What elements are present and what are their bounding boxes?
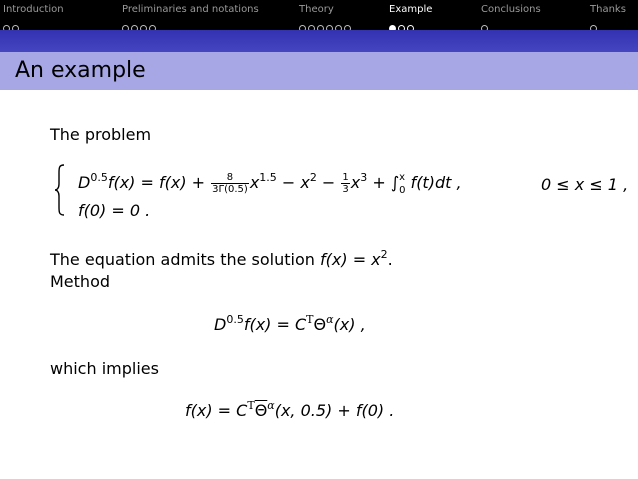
exponent: 3	[360, 171, 368, 184]
method-lhs: f(x) = C	[243, 315, 307, 334]
minus-sign: −	[316, 173, 341, 192]
equation-main	[78, 172, 462, 195]
integral-upper-limit: x	[399, 172, 406, 183]
term-x: x	[249, 173, 260, 192]
term-minus-x: − x	[276, 173, 310, 192]
implied-lhs: f(x) = C	[185, 401, 248, 420]
theta-symbol: Θ	[313, 315, 327, 334]
transpose-symbol: T	[247, 399, 255, 412]
equation-domain: 0 ≤ x ≤ 1 ,	[541, 175, 629, 194]
derivative-symbol: D	[78, 173, 91, 192]
nav-label[interactable]: Preliminaries and notations	[122, 4, 259, 15]
nav-progress-dots[interactable]	[481, 17, 490, 25]
solution-period: .	[387, 250, 393, 269]
integral-lower-limit: 0	[399, 185, 406, 196]
derivative-order: 0.5	[90, 171, 108, 184]
navigation-bar	[0, 0, 638, 30]
solution-text: The equation admits the solution	[50, 250, 315, 269]
integrand: f(t)dt ,	[405, 173, 462, 192]
nav-progress-dots[interactable]	[389, 17, 416, 25]
alpha-symbol: α	[267, 399, 275, 412]
solution-line	[50, 250, 393, 269]
term-x-cubed: x	[350, 173, 361, 192]
solution-exponent: 2	[380, 248, 388, 261]
transpose-symbol: T	[306, 313, 314, 326]
derivative-order: 0.5	[226, 313, 244, 326]
nav-label[interactable]: Theory	[299, 4, 334, 15]
initial-condition: f(0) = 0 .	[78, 201, 151, 220]
fraction-denominator: 3	[342, 184, 349, 195]
fraction-denominator: 3Γ(0.5)	[212, 184, 248, 195]
implies-label: which implies	[50, 359, 159, 378]
nav-progress-dots[interactable]	[3, 17, 21, 25]
nav-label[interactable]: Thanks	[590, 4, 626, 15]
solution-formula: f(x) = x	[320, 250, 381, 269]
implied-rhs: (x, 0.5) + f(0) .	[274, 401, 395, 420]
equation-lhs: f(x) = f(x) +	[107, 173, 206, 192]
alpha-symbol: α	[326, 313, 334, 326]
exponent: 1.5	[259, 171, 277, 184]
fraction-coefficient	[211, 172, 249, 195]
header-band	[0, 30, 638, 52]
implied-equation	[185, 401, 394, 420]
nav-label[interactable]: Example	[389, 4, 433, 15]
theta-bar-symbol: $\overline{\Theta}$	[254, 401, 268, 420]
frame-title: An example	[15, 58, 146, 83]
nav-progress-dots[interactable]	[299, 17, 353, 25]
fraction-third	[341, 172, 349, 195]
nav-label[interactable]: Introduction	[3, 4, 64, 15]
derivative-symbol: D	[214, 315, 227, 334]
method-equation	[214, 315, 366, 334]
fraction-numerator: 1	[342, 172, 349, 183]
method-rhs: (x) ,	[333, 315, 366, 334]
fraction-numerator: 8	[211, 172, 249, 184]
method-label: Method	[50, 272, 111, 291]
problem-label: The problem	[50, 125, 152, 144]
left-brace-icon	[54, 164, 66, 216]
exponent: 2	[309, 171, 317, 184]
integral-sign: + ∫	[367, 173, 400, 192]
nav-progress-dots[interactable]	[590, 17, 599, 25]
nav-label[interactable]: Conclusions	[481, 4, 541, 15]
nav-progress-dots[interactable]	[122, 17, 158, 25]
